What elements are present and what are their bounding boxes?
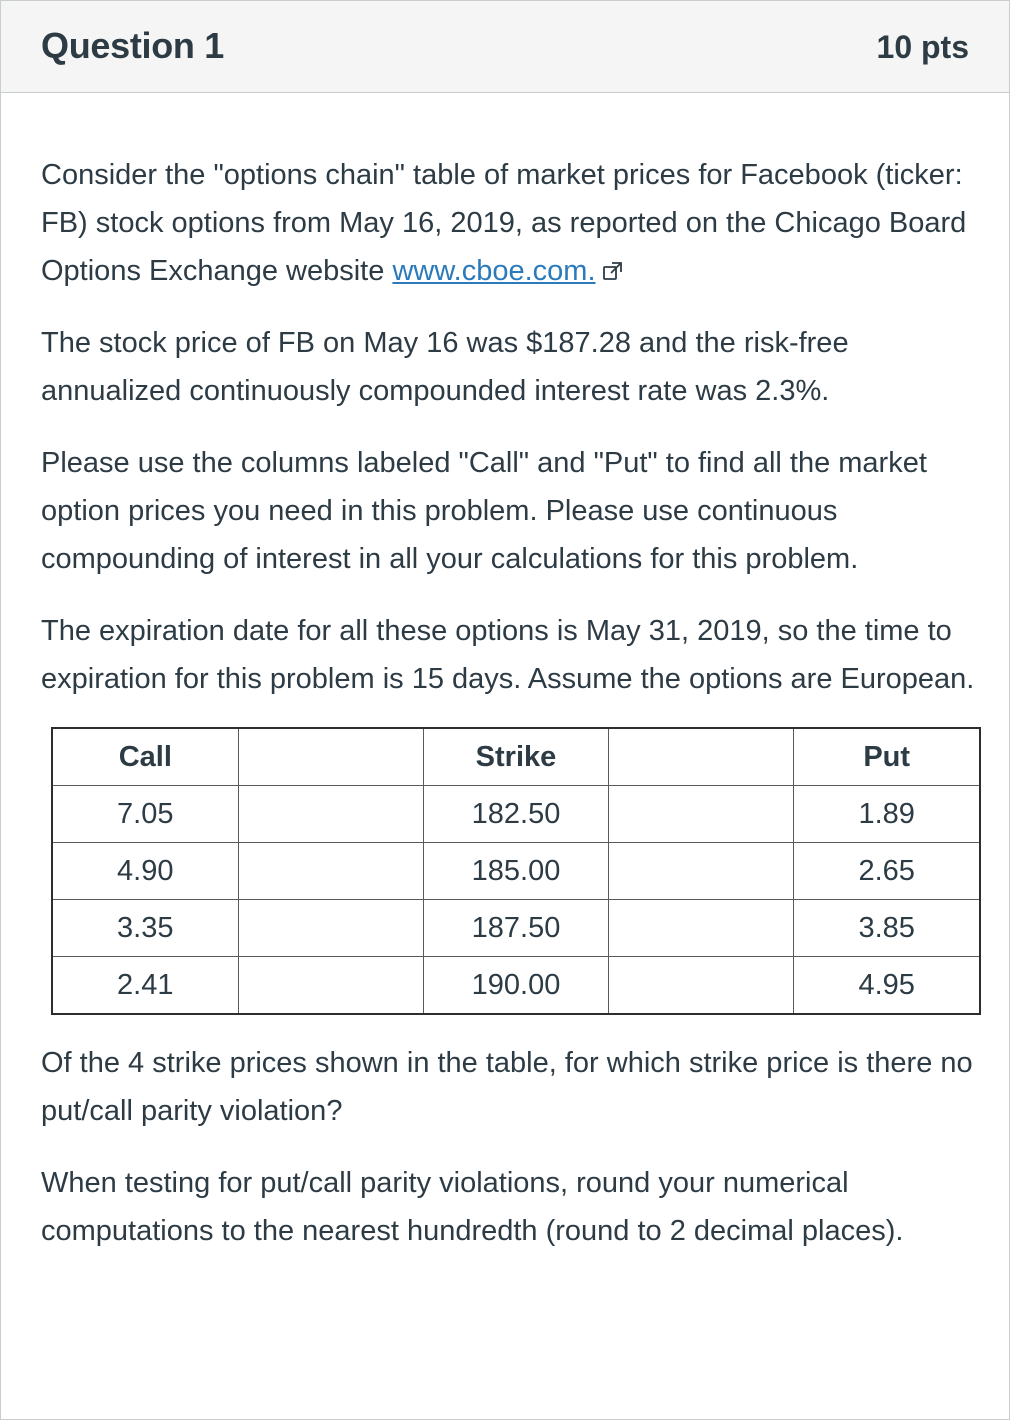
header-blank-2 — [609, 728, 794, 786]
cell-blank — [609, 843, 794, 900]
paragraph-question: Of the 4 strike prices shown in the table, for which strike price is there no put/call parity violation? — [41, 1047, 973, 1127]
cell-strike: 187.50 — [423, 900, 609, 957]
cell-put: 1.89 — [794, 786, 980, 843]
header-strike: Strike — [423, 728, 609, 786]
cell-strike: 182.50 — [423, 786, 609, 843]
cboe-link[interactable]: www.cboe.com. — [392, 255, 596, 287]
question-points: 10 pts — [876, 29, 969, 65]
cell-blank — [238, 900, 423, 957]
cell-call: 2.41 — [52, 957, 238, 1015]
table-row — [52, 900, 980, 957]
cell-strike: 185.00 — [423, 843, 609, 900]
options-chain-table — [51, 727, 981, 1015]
paragraph-instructions: Please use the columns labeled "Call" and "Put" to find all the market option prices you need in this problem. Please use continuous compounding of interest in all your calculations for this problem. — [41, 447, 927, 575]
table-row — [52, 843, 980, 900]
paragraph-expiration: The expiration date for all these options is May 31, 2019, so the time to expiration for this problem is 15 days. Assume the options are European. — [41, 615, 975, 695]
cell-blank — [238, 786, 423, 843]
cell-blank — [238, 957, 423, 1015]
external-link-icon[interactable] — [602, 249, 624, 271]
question-title: Question 1 — [41, 25, 225, 66]
table-header-row — [52, 728, 980, 786]
header-put: Put — [794, 728, 980, 786]
question-header — [1, 1, 1009, 93]
cell-blank — [238, 843, 423, 900]
paragraph-intro — [41, 151, 981, 295]
table-row — [52, 786, 980, 843]
cell-put: 3.85 — [794, 900, 980, 957]
paragraph-stock-price: The stock price of FB on May 16 was $187.28 and the risk-free annualized continuously compounded interest rate was 2.3%. — [41, 327, 849, 407]
cell-call: 7.05 — [52, 786, 238, 843]
question-body — [41, 151, 981, 1279]
cell-put: 4.95 — [794, 957, 980, 1015]
cell-call: 4.90 — [52, 843, 238, 900]
header-blank-1 — [238, 728, 423, 786]
cell-blank — [609, 957, 794, 1015]
table-row — [52, 957, 980, 1015]
cell-blank — [609, 786, 794, 843]
paragraph-rounding: When testing for put/call parity violations, round your numerical computations to the nearest hundredth (round to 2 decimal places). — [41, 1167, 904, 1247]
cell-call: 3.35 — [52, 900, 238, 957]
header-call: Call — [52, 728, 238, 786]
intro-text: Consider the "options chain" table of market prices for Facebook (ticker: FB) stock options from May 16, 2019, as reported on the Chicago Board Options Exchange website — [41, 159, 967, 287]
cell-blank — [609, 900, 794, 957]
cell-put: 2.65 — [794, 843, 980, 900]
cell-strike: 190.00 — [423, 957, 609, 1015]
